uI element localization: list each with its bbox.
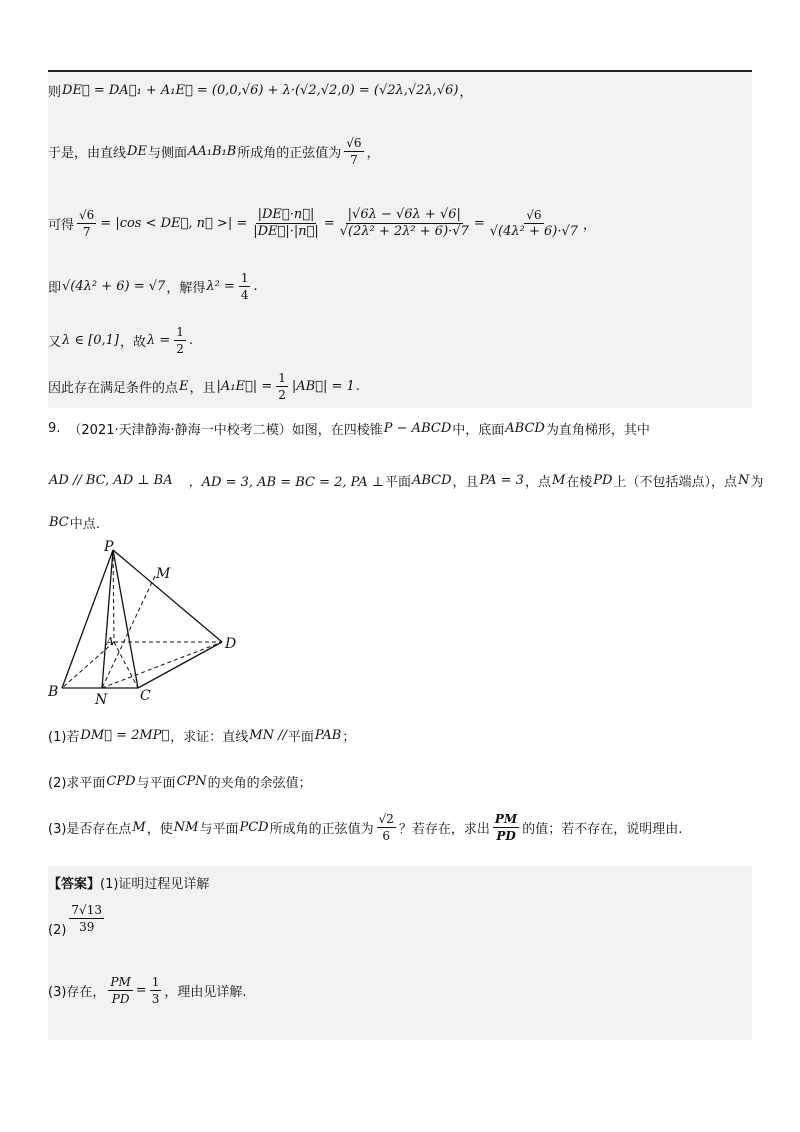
label-c: C: [140, 688, 151, 704]
label-m: M: [156, 566, 171, 582]
problem-conditions: AD // BC, AD ⊥ BA ，AD = 3, AB = BC = 2, PA ⊥ 平面 ABCD ，且 PA = 3 ，点 M 在棱 PD 上（不包括端点），点 N 为: [49, 472, 764, 490]
question-2: (2)求平面 CPD 与平面 CPN 的夹角的余弦值；: [48, 773, 312, 791]
fraction-answer-pm-pd: $\frac{PM}{PD}$: [110, 974, 131, 1006]
question-1: (1)若 DM⃗ = 2MP⃗ ，求证：直线 MN // 平面 PAB ；: [48, 727, 356, 745]
label-p: P: [104, 539, 114, 555]
solution-line-2: 于是，由直线 DE 与侧面 AA₁B₁B 所成角的正弦值为 $\frac{√6}{7}$ ，: [48, 135, 380, 167]
problem-header: 9. （2021·天津静海·静海一中校考二模） 如图，在四棱锥 P − ABCD 中，底面 ABCD 为直角梯形，其中: [48, 420, 650, 438]
answer-line-3: (3)存在， $\frac{PM}{PD}$ = $\frac{1}{3}$ ，理由见详解.: [48, 974, 247, 1006]
fraction-lambda: $\frac{1}{2}$: [176, 324, 184, 356]
fraction-2: $\frac{|DE⃗\cdot n⃗|}{|DE⃗|\cdot|n⃗|}$: [253, 206, 319, 239]
label-a: A: [106, 635, 114, 648]
fraction-half: $\frac{1}{2}$: [278, 370, 286, 402]
edge-pc: [113, 550, 138, 688]
solution-line-4: 即 √(4λ² + 6) = √7 ，解得 λ² = $\frac{1}{4}$ .: [48, 270, 258, 302]
question-3: (3)是否存在点 M ，使 NM 与平面 PCD 所成角的正弦值为 $\frac{√2}{6}$ ？若存在，求出 $\frac{PM}{PD}$ 的值；若不存在，说明理由.: [48, 811, 683, 843]
answer-line-1: 【答案】 (1)证明过程见详解: [48, 870, 209, 894]
edge-ab: [62, 642, 114, 688]
label-b: B: [48, 684, 59, 700]
fraction-sqrt2-6: $\frac{√2}{6}$: [378, 811, 394, 843]
solution-line-5: 又 λ ∈ [0,1] ，故 λ = $\frac{1}{2}$ .: [48, 324, 194, 356]
pyramid-figure: [40, 538, 260, 708]
fraction-3: $\frac{|√6\lambda - √6\lambda + √6|}{\text{√(2λ² + 2λ² + 6)·√7}}$: [339, 206, 469, 239]
fraction-4: $\frac{√6}{\text{√(4λ² + 6)·√7}}$: [489, 207, 579, 239]
fraction-pm-pd: $\frac{PM}{PD}$: [494, 811, 518, 843]
formula-de-vector: DE⃗ = DA⃗₁ + A₁E⃗ = (0,0,√6) + λ·(√2,√2,0) = (√2λ,√2λ,√6): [62, 82, 459, 98]
label-d: D: [225, 636, 237, 652]
fraction-lambda-sq: $\frac{1}{4}$: [240, 270, 249, 302]
edge-pb: [62, 550, 113, 688]
edge-pd: [113, 550, 222, 642]
edge-cd: [138, 642, 222, 688]
fraction-answer-2: $\frac{7√13}{39}$: [71, 902, 102, 934]
fraction-1: $\frac{√6}{7}$: [79, 207, 95, 239]
answer-line-2: (2) $\frac{7√13}{39}$: [48, 902, 102, 938]
label-n: N: [95, 692, 108, 708]
answer-tag: 【答案】: [48, 876, 101, 892]
solution-line-3: 可得 $\frac{√6}{7}$ = |cos < DE⃗, n⃗ >| = $\frac{|DE⃗\cdot n⃗|}{|DE⃗|\cdot|n⃗|}$ = $\frac{|√6\lambda - √6\lambda + √6|}{\text{√(2λ² + 2λ² + 6)·√7}}$ = $\frac{√6}{\text{√(4λ² + 6)·√7}}$ ，: [48, 206, 597, 239]
edge-pa: [113, 550, 114, 642]
fraction-sin-value: $\frac{√6}{7}$: [346, 135, 362, 167]
solution-line-6: 因此存在满足条件的点 E ，且 |A₁E⃗| = $\frac{1}{2}$ |AB⃗| = 1 .: [48, 370, 360, 402]
problem-conditions-end: BC 中点.: [49, 514, 100, 532]
solution-line-1: 则 DE⃗ = DA⃗₁ + A₁E⃗ = (0,0,√6) + λ·(√2,√2,0) = (√2λ,√2λ,√6) ，: [48, 82, 473, 100]
fraction-answer-third: $\frac{1}{3}$: [151, 974, 160, 1006]
